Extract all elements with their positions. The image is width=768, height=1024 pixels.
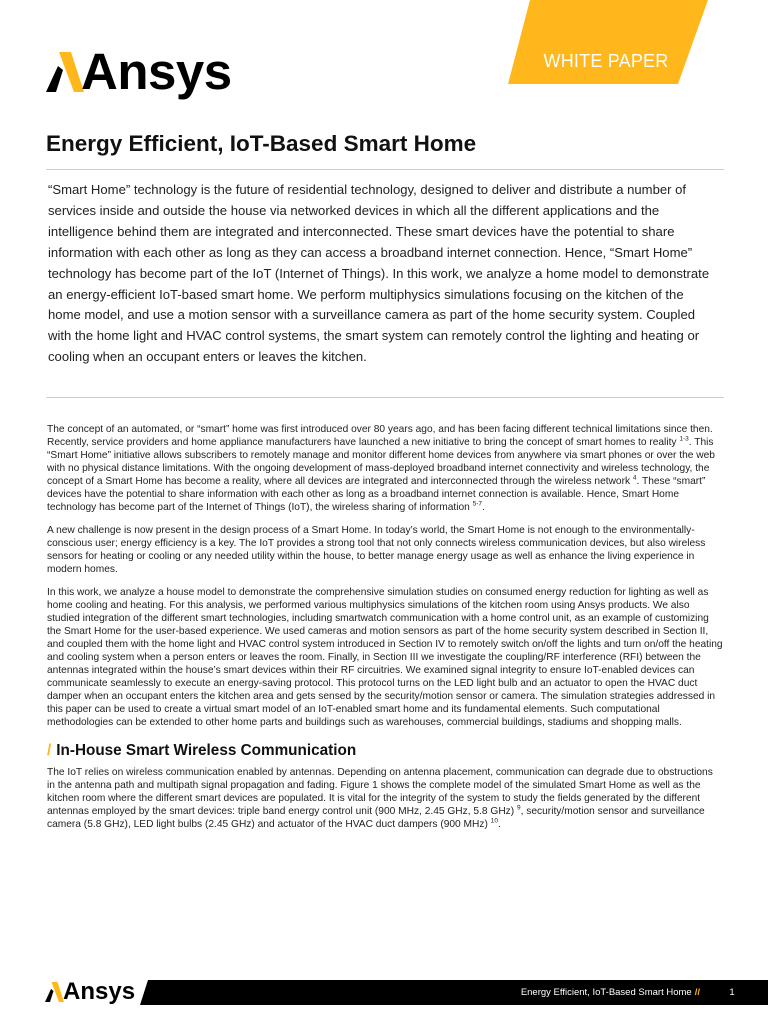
citation: 5-7 (472, 500, 483, 508)
paragraph-wireless: The IoT relies on wireless communication enabled by antennas. Depending on antenna placement, communication can degrade due to obstructions in the antenna path and multipath signal propagation and fading. Figure 1 shows the complete model of the simulated Smart Home as well as the kitchen room where the different smart devices are populated. It is vital for the integrity of the system to study the fields generated by the different antennas employed by the smart devices: triple band energy control unit (900 MHz, 2.45 GHz, 5.8 GHz) $^9$, security/motion sensor and surveillance camera (5.8 GHz), LED light bulbs (2.45 GHz) and actuator of the HVAC duct dampers (900 MHz) $^{10}$. (47, 766, 713, 830)
ansys-logo (44, 34, 232, 100)
page-number: 1 (729, 987, 735, 998)
section-heading: / In-House Smart Wireless Communication (47, 741, 357, 759)
ansys-chevron-icon (44, 52, 84, 92)
paragraph-intro: The concept of an automated, or “smart” home was first introduced over 80 years ago, and has been facing different technical limitations since then. Recently, service providers and home appliance manufacturers have launched a new initiative to bring the concept of smart homes to reality $^{1-3}$. This “Smart Home” initiative allows subscribers to remotely manage and monitor different home devices from anywhere via smart phones or over the web with no physical distance limitations. With the ongoing development of mass-deployed broadband internet connectivity and wireless technology, the concept of a Smart Home has become a reality, where all devices are integrated and interconnected through the wireless network $^4$. These “smart” devices have the potential to share information with each other as long as a broadband internet connection is available. Hence, Smart Home technology has become part of the Internet of Things (IoT), the wireless sharing of information $^{5-7}$. (47, 424, 715, 513)
citation: 9 (517, 804, 521, 812)
white-paper-label: WHITE PAPER (543, 51, 669, 71)
ansys-logo-text: Ansys (81, 43, 232, 100)
citation: 10 (490, 817, 498, 825)
paragraph-work: In this work, we analyze a house model to demonstrate the comprehensive simulation studies on consumed energy reduction for lighting as well as home cooling and heating. For this analysis, we performed various multiphysics simulations of the kitchen room using Ansys products. We also studied integration of the different smart technologies, including smartwatch communication with a home control unit, as an example of customizing the Smart Home for the user-based experience. We used cameras and motion sensors as part of the home security system described in Section II, and coupled them with the home light and HVAC control system introduced in Section IV to remotely switch on/off the lights and turn on/off the heating and cooling system when a person enters or leaves the room. Finally, in Section III we investigate the coupling/RF interference (RFI) between the antennas integrated within the house’s smart devices within their RF circuitries. We examined signal integrity to ensure IoT-enabled devices can communicate seamlessly to execute an energy-saving protocol. This protocol turns on the LED light bulb and an actuator to open the HVAC duct damper when an occupant enters the kitchen area and gets sensed by the security/motion sensor or camera. The simulation strategies addressed in this paper can be used to create a virtual smart model of an IoT-enabled smart home and its fundamental elements. Such computational methodologies can be extended to other home parts and buildings such as warehouses, commercial buildings, stadiums and shopping malls. (47, 587, 723, 729)
abstract: “Smart Home” technology is the future of residential technology, designed to deliver and distribute a number of services inside and outside the house via networked devices in which all the different applications and the intelligence behind them are integrated and interconnected. These smart devices have the potential to share information with each other as long as they can access a broadband internet connection. Hence, “Smart Home” technology has become part of the IoT (Internet of Things). In this work, we analyze a home model to demonstrate an energy-efficient IoT-based smart home. We perform multiphysics simulations focusing on the kitchen of the home model, and use a motion sensor with a surveillance camera as part of the home security system. Coupled with the home light and HVAC control systems, the smart system can remotely control the lighting and heating or cooling when an occupant enters or leaves the kitchen. (48, 182, 710, 365)
footer-ansys-logo (44, 976, 136, 1005)
abstract-divider (46, 397, 724, 398)
page-title: Energy Efficient, IoT-Based Smart Home (46, 131, 477, 156)
title-divider (46, 169, 724, 170)
citation: 1-3 (679, 435, 689, 443)
footer-document-title: Energy Efficient, IoT-Based Smart Home // (520, 987, 700, 998)
paragraph-challenge: A new challenge is now present in the design process of a Smart Home. In today’s world, the Smart Home is not enough to the environmentally-conscious user; energy efficiency is a key. The IoT provides a strong tool that not only connects wireless communication devices, but also wireless sensors for heating or cooling or any needed utility within the house, to better manage energy usage as well as enhance the living experience in modern homes. (47, 525, 706, 576)
footer-logo-text: Ansys (63, 978, 136, 1005)
body-text (47, 424, 723, 842)
ansys-chevron-icon (44, 982, 64, 1002)
citation: 4 (632, 474, 637, 482)
